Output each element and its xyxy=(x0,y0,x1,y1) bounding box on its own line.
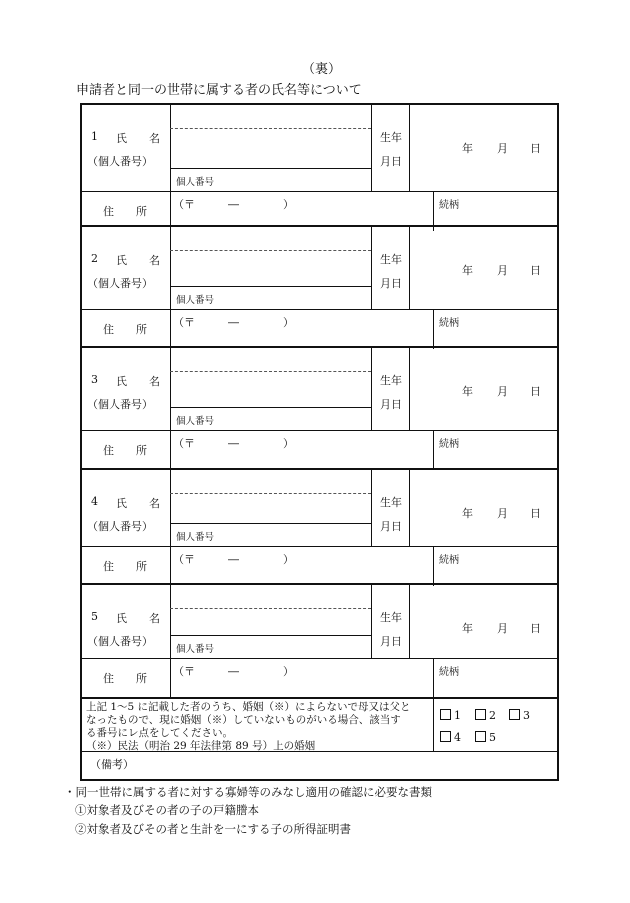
page-title: 申請者と同一の世帯に属する者の氏名等について xyxy=(76,83,362,98)
furigana-input[interactable] xyxy=(172,228,369,249)
name-label: 氏 名 xyxy=(116,254,160,267)
birth-month-label: 月 xyxy=(497,385,508,398)
column-divider xyxy=(409,103,410,191)
checkbox-option-label: 4 xyxy=(454,731,461,744)
checkbox-icon[interactable] xyxy=(509,709,520,720)
birth-day-label: 日 xyxy=(530,142,541,155)
address-row-top xyxy=(80,191,557,192)
birth-label: 生年 xyxy=(380,253,402,266)
relationship-input[interactable] xyxy=(461,548,555,584)
address-label: 住 所 xyxy=(103,560,147,573)
checkbox-option-5[interactable] xyxy=(475,731,496,744)
column-divider xyxy=(433,546,434,586)
personal-number-divider xyxy=(170,168,371,169)
address-row-top xyxy=(80,546,557,547)
furigana-input[interactable] xyxy=(172,471,369,492)
address-label: 住 所 xyxy=(103,323,147,336)
address-label: 住 所 xyxy=(103,672,147,685)
personal-number-divider xyxy=(170,523,371,524)
birth-year-label: 年 xyxy=(462,385,473,398)
check-instruction-line: なったもので、現に婚姻（※）していないものがいる場合、該当す xyxy=(86,714,401,726)
furigana-divider xyxy=(170,493,371,494)
birth-day-label: 日 xyxy=(530,264,541,277)
remarks-label: （備考） xyxy=(90,758,134,771)
personal-number-input[interactable] xyxy=(210,170,367,189)
birth-year-label: 年 xyxy=(462,264,473,277)
name-input[interactable] xyxy=(172,610,369,633)
personal-number-input[interactable] xyxy=(210,637,367,656)
birth-date-input[interactable] xyxy=(411,586,555,655)
personal-number-sublabel: 個人番号 xyxy=(176,644,215,655)
column-divider xyxy=(170,658,171,698)
column-divider xyxy=(371,346,372,430)
column-divider xyxy=(371,583,372,658)
checkbox-option-label: 5 xyxy=(489,731,496,744)
relationship-label: 続柄 xyxy=(439,667,459,678)
checkbox-option-3[interactable] xyxy=(509,709,530,722)
personal-number-label: （個人番号） xyxy=(87,155,153,168)
address-input[interactable] xyxy=(172,566,431,584)
column-divider xyxy=(433,697,434,751)
personal-number-input[interactable] xyxy=(210,409,367,428)
form-bottom-border xyxy=(80,779,558,781)
relationship-input[interactable] xyxy=(461,432,555,468)
column-divider xyxy=(409,346,410,430)
checkbox-option-2[interactable] xyxy=(475,709,496,722)
birth-label: 月日 xyxy=(380,155,402,168)
birth-date-input[interactable] xyxy=(411,228,555,306)
name-label: 氏 名 xyxy=(116,612,160,625)
column-divider xyxy=(170,103,171,191)
column-divider xyxy=(409,225,410,309)
column-divider xyxy=(371,468,372,546)
person-block-separator xyxy=(80,468,557,470)
column-divider xyxy=(170,546,171,586)
birth-date-input[interactable] xyxy=(411,471,555,543)
column-divider xyxy=(433,309,434,349)
checkbox-option-4[interactable] xyxy=(440,731,461,744)
name-label: 氏 名 xyxy=(116,497,160,510)
relationship-label: 続柄 xyxy=(439,318,459,329)
relationship-label: 続柄 xyxy=(439,439,459,450)
furigana-divider xyxy=(170,608,371,609)
name-input[interactable] xyxy=(172,252,369,284)
birth-month-label: 月 xyxy=(497,142,508,155)
form-right-border xyxy=(557,103,559,781)
page-side-label: （裏） xyxy=(302,62,342,77)
column-divider xyxy=(371,225,372,309)
column-divider xyxy=(170,583,171,658)
birth-year-label: 年 xyxy=(462,622,473,635)
birth-year-label: 年 xyxy=(462,507,473,520)
personal-number-sublabel: 個人番号 xyxy=(176,177,215,188)
form-left-border xyxy=(80,103,82,781)
address-row-top xyxy=(80,658,557,659)
personal-number-label: （個人番号） xyxy=(87,635,153,648)
relationship-input[interactable] xyxy=(461,311,555,347)
personal-number-label: （個人番号） xyxy=(87,520,153,533)
column-divider xyxy=(409,468,410,546)
name-input[interactable] xyxy=(172,373,369,405)
column-divider xyxy=(433,430,434,470)
address-input[interactable] xyxy=(172,329,431,347)
column-divider xyxy=(409,583,410,658)
furigana-divider xyxy=(170,371,371,372)
checkbox-option-label: 1 xyxy=(454,709,461,722)
person-block-separator xyxy=(80,346,557,348)
column-divider xyxy=(170,430,171,470)
notes-bullet: ・同一世帯に属する者に対する寡婦等のみなし適用の確認に必要な書類 xyxy=(64,785,432,799)
person-number: 1 xyxy=(91,130,98,143)
remarks-input[interactable] xyxy=(140,753,555,777)
relationship-input[interactable] xyxy=(461,660,555,696)
address-row-top xyxy=(80,430,557,431)
birth-label: 月日 xyxy=(380,520,402,533)
person-number: 2 xyxy=(91,252,98,265)
personal-number-input[interactable] xyxy=(210,525,367,544)
checkbox-icon[interactable] xyxy=(475,709,486,720)
checkbox-icon[interactable] xyxy=(475,731,486,742)
checkbox-option-1[interactable] xyxy=(440,709,461,722)
relationship-input[interactable] xyxy=(461,193,555,229)
birth-label: 生年 xyxy=(380,131,402,144)
column-divider xyxy=(371,103,372,191)
personal-number-label: （個人番号） xyxy=(87,277,153,290)
postal-code-label: （〒 ― ） xyxy=(173,437,294,450)
postal-code-label: （〒 ― ） xyxy=(173,316,294,329)
birth-day-label: 日 xyxy=(530,622,541,635)
birth-day-label: 日 xyxy=(530,385,541,398)
person-block-separator xyxy=(80,225,557,227)
column-divider xyxy=(170,225,171,309)
name-input[interactable] xyxy=(172,495,369,521)
check-instruction-line: （※）民法（明治 29 年法律第 89 号）上の婚姻 xyxy=(86,740,316,752)
personal-number-divider xyxy=(170,286,371,287)
checkbox-option-label: 2 xyxy=(489,709,496,722)
person-number: 3 xyxy=(91,373,98,386)
birth-label: 生年 xyxy=(380,496,402,509)
name-input[interactable] xyxy=(172,130,369,166)
personal-number-sublabel: 個人番号 xyxy=(176,416,215,427)
birth-date-input[interactable] xyxy=(411,349,555,427)
furigana-divider xyxy=(170,128,371,129)
column-divider xyxy=(170,309,171,349)
address-input[interactable] xyxy=(172,450,431,468)
birth-label: 生年 xyxy=(380,611,402,624)
birth-label: 生年 xyxy=(380,374,402,387)
person-number: 4 xyxy=(91,495,98,508)
address-input[interactable] xyxy=(172,678,431,696)
relationship-label: 続柄 xyxy=(439,555,459,566)
personal-number-label: （個人番号） xyxy=(87,398,153,411)
person-block-separator xyxy=(80,103,557,105)
birth-label: 月日 xyxy=(380,398,402,411)
birth-date-input[interactable] xyxy=(411,106,555,188)
birth-label: 月日 xyxy=(380,277,402,290)
notes-item-2: ②対象者及びその者と生計を一にする子の所得証明書 xyxy=(75,822,351,836)
birth-month-label: 月 xyxy=(497,507,508,520)
furigana-input[interactable] xyxy=(172,586,369,607)
personal-number-sublabel: 個人番号 xyxy=(176,295,215,306)
checkbox-icon[interactable] xyxy=(440,731,451,742)
address-row-top xyxy=(80,309,557,310)
column-divider xyxy=(170,468,171,546)
personal-number-sublabel: 個人番号 xyxy=(176,532,215,543)
checkbox-icon[interactable] xyxy=(440,709,451,720)
personal-number-divider xyxy=(170,635,371,636)
address-label: 住 所 xyxy=(103,444,147,457)
postal-code-label: （〒 ― ） xyxy=(173,553,294,566)
personal-number-divider xyxy=(170,407,371,408)
notes-item-1: ①対象者及びその者の子の戸籍謄本 xyxy=(75,803,259,817)
check-instruction-line: 上記 1～5 に記載した者のうち、婚姻（※）によらないで母又は父と xyxy=(86,701,411,713)
postal-code-label: （〒 ― ） xyxy=(173,198,294,211)
name-label: 氏 名 xyxy=(116,132,160,145)
name-label: 氏 名 xyxy=(116,375,160,388)
relationship-label: 続柄 xyxy=(439,200,459,211)
postal-code-label: （〒 ― ） xyxy=(173,665,294,678)
birth-year-label: 年 xyxy=(462,142,473,155)
personal-number-input[interactable] xyxy=(210,288,367,307)
checkbox-option-label: 3 xyxy=(523,709,530,722)
furigana-divider xyxy=(170,250,371,251)
column-divider xyxy=(170,346,171,430)
birth-label: 月日 xyxy=(380,635,402,648)
person-number: 5 xyxy=(91,610,98,623)
birth-month-label: 月 xyxy=(497,622,508,635)
check-instruction-line: る番号にレ点をしてください。 xyxy=(86,727,233,739)
furigana-input[interactable] xyxy=(172,349,369,370)
furigana-input[interactable] xyxy=(172,106,369,127)
birth-month-label: 月 xyxy=(497,264,508,277)
person-block-separator xyxy=(80,583,557,585)
address-label: 住 所 xyxy=(103,205,147,218)
birth-day-label: 日 xyxy=(530,507,541,520)
column-divider xyxy=(433,658,434,698)
